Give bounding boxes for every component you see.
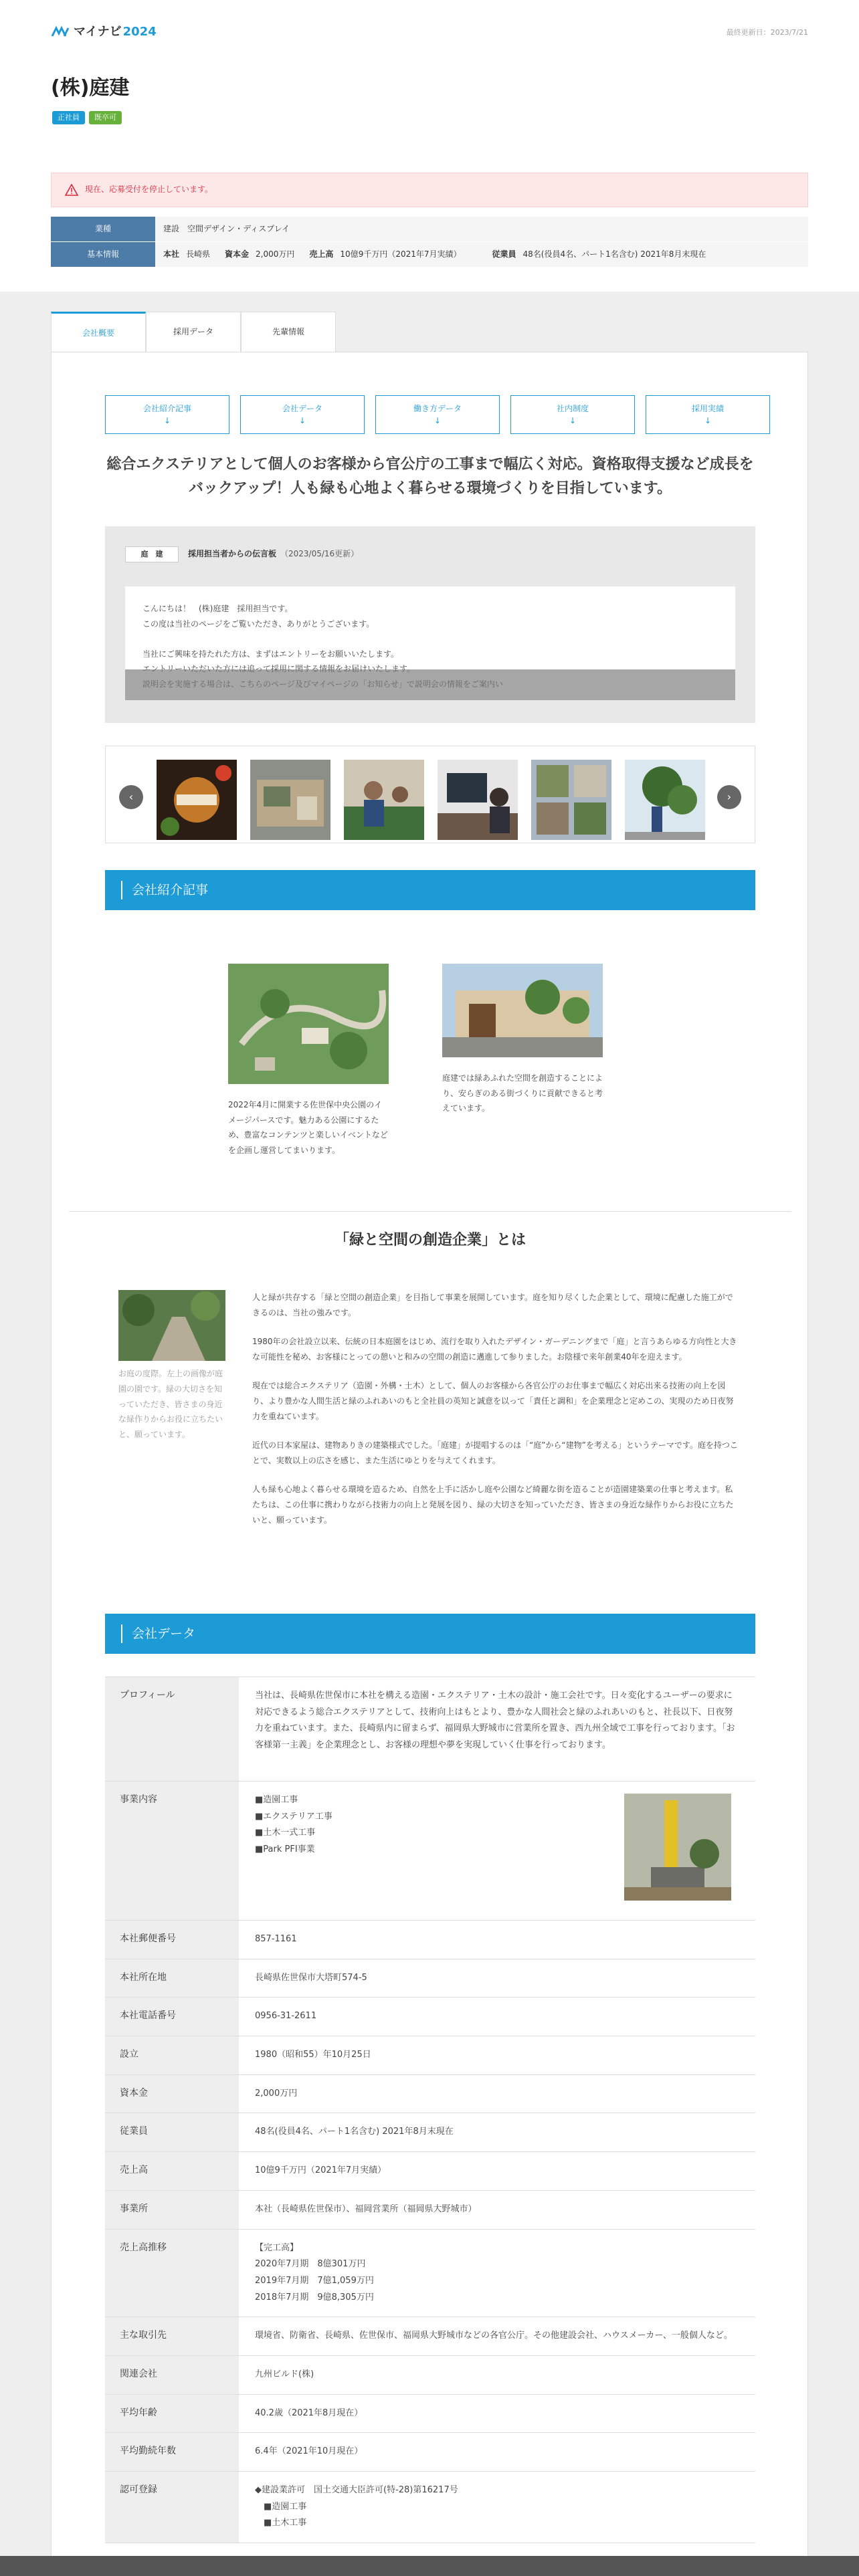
- photo-thumbnail[interactable]: [157, 760, 237, 840]
- bottom-bar: [0, 2556, 859, 2576]
- logo-year: 2024: [122, 24, 157, 39]
- data-row-business: [105, 1782, 755, 1921]
- alert-text: 現在、応募受付を停止しています。: [85, 185, 213, 195]
- data-value: 九州ビルド(株): [255, 2369, 314, 2379]
- warning-icon: [65, 184, 78, 196]
- photo-slider: [105, 746, 755, 843]
- main-panel: [51, 352, 808, 2576]
- badges: [52, 111, 122, 124]
- message-header: [125, 546, 359, 562]
- article-caption-1: 2022年4月に開業する佐世保中央公園のイメージパースです。魅力ある公園にするため、豊富なコンテンツと楽しいイベントなどを企画し運営してまいります。: [228, 1099, 388, 1156]
- data-value: 【完工高】 2020年7月期 8億301万円 2019年7月期 7億1,059万円 2018年7月期 9億8,305万円: [255, 2242, 374, 2302]
- nav-company-data[interactable]: 会社データ ↓: [240, 395, 365, 434]
- message-date: （2023/05/16更新）: [280, 549, 359, 559]
- tab-company-overview[interactable]: 会社概要: [51, 312, 146, 353]
- data-row: [105, 2356, 755, 2395]
- badge-graduate-ok: 既卒可: [89, 111, 122, 124]
- basic-info-table: [51, 217, 808, 267]
- tab-bar: [51, 312, 336, 353]
- basic-info-values: [155, 242, 714, 267]
- data-label: 事業所: [105, 2191, 239, 2229]
- data-row: [105, 1921, 755, 1959]
- data-value: 40.2歳（2021年8月現在）: [255, 2407, 363, 2418]
- slider-prev-button[interactable]: ‹: [119, 785, 143, 809]
- data-label: 本社電話番号: [105, 1998, 239, 2036]
- sales-info: 売上高 10億9千万円（2021年7月実績）: [309, 249, 462, 259]
- arrow-down-icon: ↓: [298, 416, 306, 425]
- nav-work-style[interactable]: 働き方データ ↓: [375, 395, 500, 434]
- data-value: 当社は、長崎県佐世保市に本社を構える造園・エクステリア・土木の設計・施工会社です。日々変化するユーザーの要求に対応できるよう総合エクステリアとして、技術向上はもとより、豊かな人間社会と緑のふれあいのもと、社長以下、日夜努力を重ねています。また、長崎県内に留まらず、福岡県大野城市に営業所を置き、西九州全域で工事を行っております。「お客様第一主義」を企業理念とし、お客様の理想や夢を実現していく仕事を行っております。: [255, 1691, 735, 1751]
- data-row: [105, 2317, 755, 2356]
- data-value: 2,000万円: [255, 2088, 298, 2099]
- catch-copy: 総合エクステリアとして個人のお客様から官公庁の工事まで幅広く対応。資格取得支援など成長をバックアップ！人も緑も心地よく暮らせる環境づくりを目指しています。: [106, 456, 754, 498]
- feature-title: 「緑と空間の創造企業」とは: [334, 1232, 526, 1249]
- industry-value: 建設 空間デザイン・ディスプレイ: [163, 223, 290, 233]
- data-value: 0956-31-2611: [255, 2011, 317, 2022]
- mynavi-logo[interactable]: [51, 24, 157, 40]
- message-title: 採用担当者からの伝言板: [188, 549, 277, 559]
- data-value: 6.4年（2021年10月現在）: [255, 2446, 363, 2457]
- nav-company-articles[interactable]: 会社紹介記事 ↓: [105, 395, 229, 434]
- data-label: 平均勤続年数: [105, 2433, 239, 2471]
- data-label: 事業内容: [105, 1782, 239, 1920]
- logo-text: マイナビ: [74, 24, 122, 39]
- data-value: ◆建設業許可 国土交通大臣許可(特-28)第16217号 ■造園工事 ■土木工事: [255, 2485, 458, 2529]
- company-name: (株)庭建: [51, 76, 130, 100]
- employees-info: 従業員 48名(役員4名、パート1名含む) 2021年8月末現在: [492, 249, 706, 259]
- basic-info-row: [51, 242, 808, 267]
- data-row: [105, 2472, 755, 2543]
- data-row: [105, 2433, 755, 2472]
- construction-photo: [624, 1794, 731, 1901]
- data-row: [105, 2036, 755, 2075]
- basic-info-label: 基本情報: [51, 242, 155, 267]
- data-row: [105, 2152, 755, 2191]
- photo-thumbnail[interactable]: [531, 760, 611, 840]
- tab-senior-info[interactable]: 先輩情報: [241, 312, 336, 352]
- data-label: 関連会社: [105, 2356, 239, 2394]
- data-label: 本社郵便番号: [105, 1921, 239, 1959]
- feature-paragraph: 1980年の会社設立以来、伝統の日本庭園をはじめ、流行を取り入れたデザイン・ガーデニングまで「庭」と言うあらゆる方向性と大きな可能性を秘め、お客様にとっての憩いと和みの空間の創造に邁進して参りました。お陰様で来年創業40年を迎えます。: [252, 1336, 737, 1362]
- read-more-overlay[interactable]: [125, 669, 735, 700]
- data-row: [105, 2191, 755, 2230]
- data-row: [105, 1998, 755, 2036]
- slider-next-button[interactable]: ›: [717, 785, 741, 809]
- data-value: 長崎県佐世保市大塔町574-5: [255, 1972, 367, 1983]
- feature-paragraph: 近代の日本家屋は、建物ありきの建築様式でした。「庭建」が提唱するのは「“庭”から“建物”を考える」というテーマです。庭を持つことで、実数以上の広さを感じ、また生活にゆとりを与えてくれます。: [252, 1440, 738, 1466]
- slider-thumbnails: [157, 760, 705, 840]
- last-updated: 最終更新日：2023/7/21: [726, 28, 808, 37]
- anchor-nav: [105, 395, 770, 434]
- tab-recruit-data[interactable]: 採用データ: [146, 312, 241, 352]
- article-card-2[interactable]: [442, 964, 605, 1116]
- data-row: [105, 2395, 755, 2434]
- photo-thumbnail[interactable]: [625, 760, 705, 840]
- data-label: 平均年齢: [105, 2395, 239, 2433]
- data-value: 本社（長崎県佐世保市）、福岡営業所（福岡県大野城市）: [255, 2204, 477, 2214]
- section-divider: [69, 1211, 791, 1212]
- arrow-down-icon: ↓: [163, 416, 171, 425]
- garden-storefront-image: [442, 964, 603, 1057]
- data-value: 1980（昭和55）年10月25日: [255, 2050, 371, 2060]
- data-label: 売上高推移: [105, 2230, 239, 2317]
- data-label: 認可登録: [105, 2472, 239, 2543]
- data-label: 資本金: [105, 2075, 239, 2113]
- feature-side-caption: お庭の度際。左上の画像が庭園の園です。緑の大切さを知っていただき、皆さまの身近な緑作りからお役に立ちたいと、願っています。: [118, 1369, 223, 1440]
- data-row-profile: [105, 1677, 755, 1782]
- photo-thumbnail[interactable]: [250, 760, 330, 840]
- data-label: 主な取引先: [105, 2317, 239, 2355]
- park-rendering-image: [228, 964, 389, 1084]
- industry-row: [51, 217, 808, 242]
- article-caption-2: 庭建では緑あふれた空間を創造することにより、安らぎのある街づくりに貢献できると考えています。: [442, 1073, 603, 1113]
- data-row: [105, 2075, 755, 2114]
- data-label: 設立: [105, 2036, 239, 2074]
- photo-thumbnail[interactable]: [344, 760, 424, 840]
- feature-paragraph: 人も緑も心地よく暮らせる環境を造るため、自然を上手に活かし庭や公園など綺麗な街を造ることが造園建築業の仕事と考えます。私たちは、この仕事に携わりながら技術力の向上と発展を図り、緑の大切さを知っていただき、皆さまの身近な緑作りからお役に立ちたいと、願っています。: [252, 1484, 734, 1525]
- feature-body: [252, 1290, 741, 1541]
- data-value: ■造園工事 ■エクステリア工事 ■土木一式工事 ■Park PFI事業: [239, 1782, 755, 1920]
- section-company-articles-heading: 会社紹介記事: [105, 870, 755, 910]
- garden-path-image: [118, 1290, 225, 1361]
- data-label: 本社所在地: [105, 1959, 239, 1998]
- data-label: プロフィール: [105, 1677, 239, 1781]
- company-data-table: [105, 1677, 755, 2543]
- arrow-down-icon: ↓: [704, 416, 712, 425]
- recruiter-message: [105, 526, 755, 723]
- data-row: [105, 1959, 755, 1998]
- nav-internal-system[interactable]: 社内制度 ↓: [510, 395, 635, 434]
- badge-fulltime: 正社員: [52, 111, 85, 124]
- capital-info: 資本金 2,000万円: [225, 249, 295, 259]
- hq-info: 本社 長崎県: [163, 249, 211, 259]
- arrow-down-icon: ↓: [434, 416, 442, 425]
- application-closed-alert: [51, 173, 808, 207]
- feature-paragraph: 現在では総合エクステリア（造園・外構・土木）として、個人のお客様から各官公庁のお仕事まで幅広く対応出来る技術の向上を図り、より豊かな人間生活と緑のふれあいのもと全社員の英知と誠意を以って「責任と調和」を企業理念と定めこの、実現のため日夜努力を重ねています。: [252, 1380, 734, 1422]
- data-row: [105, 2230, 755, 2318]
- data-value: 10億9千万円（2021年7月実績）: [255, 2165, 387, 2176]
- data-row: [105, 2113, 755, 2152]
- message-body: こんにちは！ (株)庭建 採用担当です。 この度は当社のページをご覧いただき、ありがとうございます。 当社にご興味を持たれた方は、まずはエントリーをお願いいたします。: [125, 586, 735, 700]
- feature-paragraph: 人と緑が共存する「緑と空間の創造企業」を目指して事業を展開しています。庭を知り尽くした企業として、環境に配慮した施工ができるのは、当社の強みです。: [252, 1293, 733, 1318]
- data-value: 48名(役員4名、パート1名含む) 2021年8月末現在: [255, 2127, 454, 2137]
- photo-thumbnail[interactable]: [438, 760, 518, 840]
- data-value: 857-1161: [255, 1934, 297, 1944]
- data-value: 環境省、防衛省、長崎県、佐世保市、福岡県大野城市などの各官公庁。その他建設会社、ハウスメーカー、一般個人など。: [255, 2331, 733, 2341]
- section-company-data-heading: 会社データ: [105, 1614, 755, 1654]
- nav-hiring-results[interactable]: 採用実績 ↓: [646, 395, 770, 434]
- company-logo: 庭 建: [125, 546, 179, 562]
- industry-label: 業種: [51, 217, 155, 241]
- data-label: 従業員: [105, 2113, 239, 2151]
- header-area: [0, 0, 859, 292]
- mynavi-mark-icon: [51, 25, 70, 39]
- article-card-1[interactable]: [228, 964, 389, 1158]
- arrow-down-icon: ↓: [569, 416, 577, 425]
- data-label: 売上高: [105, 2152, 239, 2190]
